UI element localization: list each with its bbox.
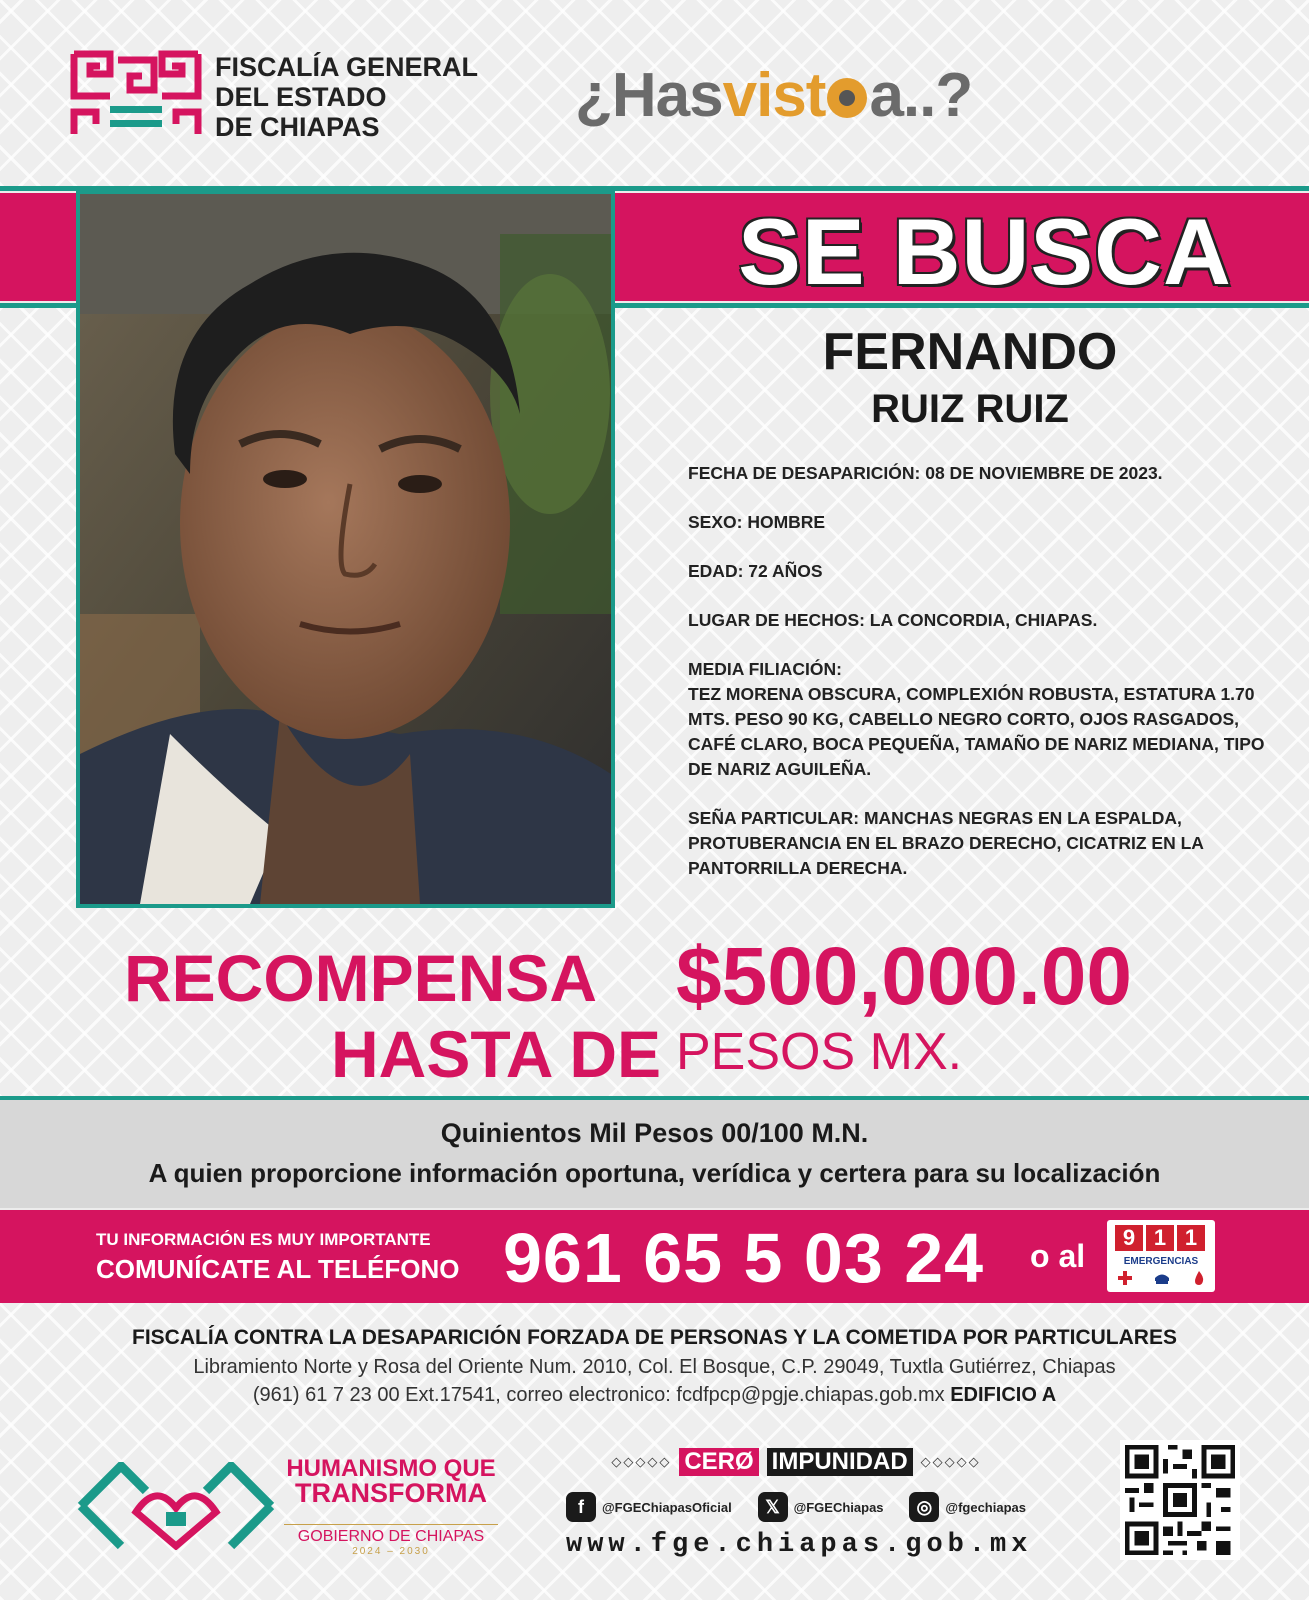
campaign-prefix: ¿Has bbox=[575, 61, 723, 130]
office-contact bbox=[0, 1384, 1309, 1407]
first-name: FERNANDO bbox=[822, 323, 1118, 381]
reward-amount: $500,000.00 bbox=[676, 931, 1133, 1022]
or-label: o al bbox=[1030, 1238, 1086, 1274]
eye-icon bbox=[827, 78, 867, 118]
qr-code-icon[interactable] bbox=[1120, 1440, 1240, 1560]
campaign-suffix: a..? bbox=[869, 61, 973, 130]
agency-line-1: FISCALÍA GENERAL bbox=[215, 52, 478, 82]
government-logo-icon bbox=[76, 1462, 276, 1550]
x-link[interactable] bbox=[758, 1492, 884, 1522]
distinguishing-marks: SEÑA PARTICULAR: MANCHAS NEGRAS EN LA ESPALDA, PROTUBERANCIA EN EL BRAZO DERECHO, CICATRIZ EN LA PANTORRILLA DERECHA. bbox=[688, 808, 1204, 878]
reward-condition: A quien proporcione información oportuna, verídica y certera para su localización bbox=[148, 1158, 1161, 1188]
cero-impunidad-banner bbox=[566, 1448, 1026, 1476]
poster-title: SE BUSCA bbox=[738, 199, 1232, 304]
emergency-badge[interactable] bbox=[1107, 1220, 1215, 1292]
disappearance-date: FECHA DE DESAPARICIÓN: 08 DE NOVIEMBRE DE 2023. bbox=[688, 463, 1163, 483]
facebook-link[interactable] bbox=[566, 1492, 732, 1522]
contact-phone[interactable]: 961 65 5 03 24 bbox=[503, 1219, 985, 1297]
agency-line-3: DE CHIAPAS bbox=[215, 112, 380, 142]
impunidad-label: IMPUNIDAD bbox=[767, 1448, 913, 1476]
office-building: EDIFICIO A bbox=[950, 1384, 1057, 1406]
gov-name: GOBIERNO DE CHIAPAS bbox=[284, 1524, 498, 1546]
description-label: MEDIA FILIACIÓN: bbox=[688, 659, 842, 679]
police-icon bbox=[1153, 1270, 1171, 1286]
last-names: RUIZ RUIZ bbox=[871, 387, 1069, 431]
emergency-label: EMERGENCIAS bbox=[1123, 1256, 1199, 1267]
office-name: FISCALÍA CONTRA LA DESAPARICIÓN FORZADA DE PERSONAS Y LA COMETIDA POR PARTICULARES bbox=[132, 1326, 1177, 1349]
physical-description: TEZ MORENA OBSCURA, COMPLEXIÓN ROBUSTA, ESTATURA 1.70 MTS. PESO 90 KG, CABELLO NEGRO CORTO, OJOS RASGADOS, CAFÉ CLARO, BOCA PEQUEÑA, TAMAÑO DE NARIZ MEDIANA, TIPO DE NARIZ AGUILEÑA. bbox=[688, 684, 1265, 779]
social-links bbox=[566, 1492, 1026, 1522]
emergency-digit: 9 bbox=[1115, 1225, 1143, 1251]
reward-currency: PESOS MX. bbox=[676, 1023, 963, 1081]
x-handle: @FGEChiapas bbox=[793, 1499, 884, 1515]
missing-person-photo bbox=[76, 190, 615, 908]
sex: SEXO: HOMBRE bbox=[688, 512, 826, 532]
emergency-digit: 1 bbox=[1177, 1225, 1205, 1251]
agency-name bbox=[215, 52, 478, 142]
website-link[interactable]: www.fge.chiapas.gob.mx bbox=[566, 1530, 1033, 1560]
diamond-ornament-icon: ◇◇◇◇◇ bbox=[611, 1454, 672, 1470]
age: EDAD: 72 AÑOS bbox=[688, 561, 823, 581]
person-details bbox=[688, 461, 1278, 905]
gov-years: 2024 – 2030 bbox=[352, 1546, 430, 1557]
office-address: Libramiento Norte y Rosa del Oriente Num. 2010, Col. El Bosque, C.P. 29049, Tuxtla Gutiérrez, Chiapas bbox=[193, 1356, 1116, 1378]
fire-icon bbox=[1191, 1270, 1207, 1286]
medical-cross-icon bbox=[1117, 1270, 1133, 1286]
campaign-logo bbox=[575, 60, 972, 131]
reward-label-1: RECOMPENSA bbox=[124, 941, 598, 1015]
office-phone-email: (961) 61 7 23 00 Ext.17541, correo electronico: fcdfpcp@pgje.chiapas.gob.mx bbox=[252, 1384, 945, 1406]
info-band bbox=[0, 1100, 1309, 1208]
contact-cta: COMUNÍCATE AL TELÉFONO bbox=[96, 1254, 460, 1284]
gov-slogan bbox=[284, 1456, 498, 1506]
cero-label: CERØ bbox=[679, 1448, 758, 1476]
campaign-highlight: vist bbox=[722, 61, 826, 130]
fge-logo-icon bbox=[70, 50, 202, 138]
instagram-link[interactable] bbox=[909, 1492, 1026, 1522]
instagram-handle: @fgechiapas bbox=[945, 1499, 1026, 1515]
person-portrait-icon bbox=[80, 194, 611, 904]
place: LUGAR DE HECHOS: LA CONCORDIA, CHIAPAS. bbox=[688, 610, 1098, 630]
facebook-icon: f bbox=[566, 1492, 596, 1522]
amount-words: Quinientos Mil Pesos 00/100 M.N. bbox=[440, 1118, 869, 1148]
agency-line-2: DEL ESTADO bbox=[215, 82, 387, 112]
facebook-handle: @FGEChiapasOficial bbox=[602, 1499, 732, 1515]
gov-slogan-line-1: HUMANISMO QUE bbox=[286, 1455, 496, 1482]
contact-tagline: TU INFORMACIÓN ES MUY IMPORTANTE bbox=[96, 1230, 431, 1249]
reward-label-2: HASTA DE bbox=[331, 1017, 661, 1091]
diamond-ornament-icon: ◇◇◇◇◇ bbox=[920, 1454, 981, 1470]
emergency-digit: 1 bbox=[1146, 1225, 1174, 1251]
instagram-icon: ◎ bbox=[909, 1492, 939, 1522]
x-icon: 𝕏 bbox=[758, 1492, 788, 1522]
gov-slogan-line-2: TRANSFORMA bbox=[295, 1478, 487, 1508]
